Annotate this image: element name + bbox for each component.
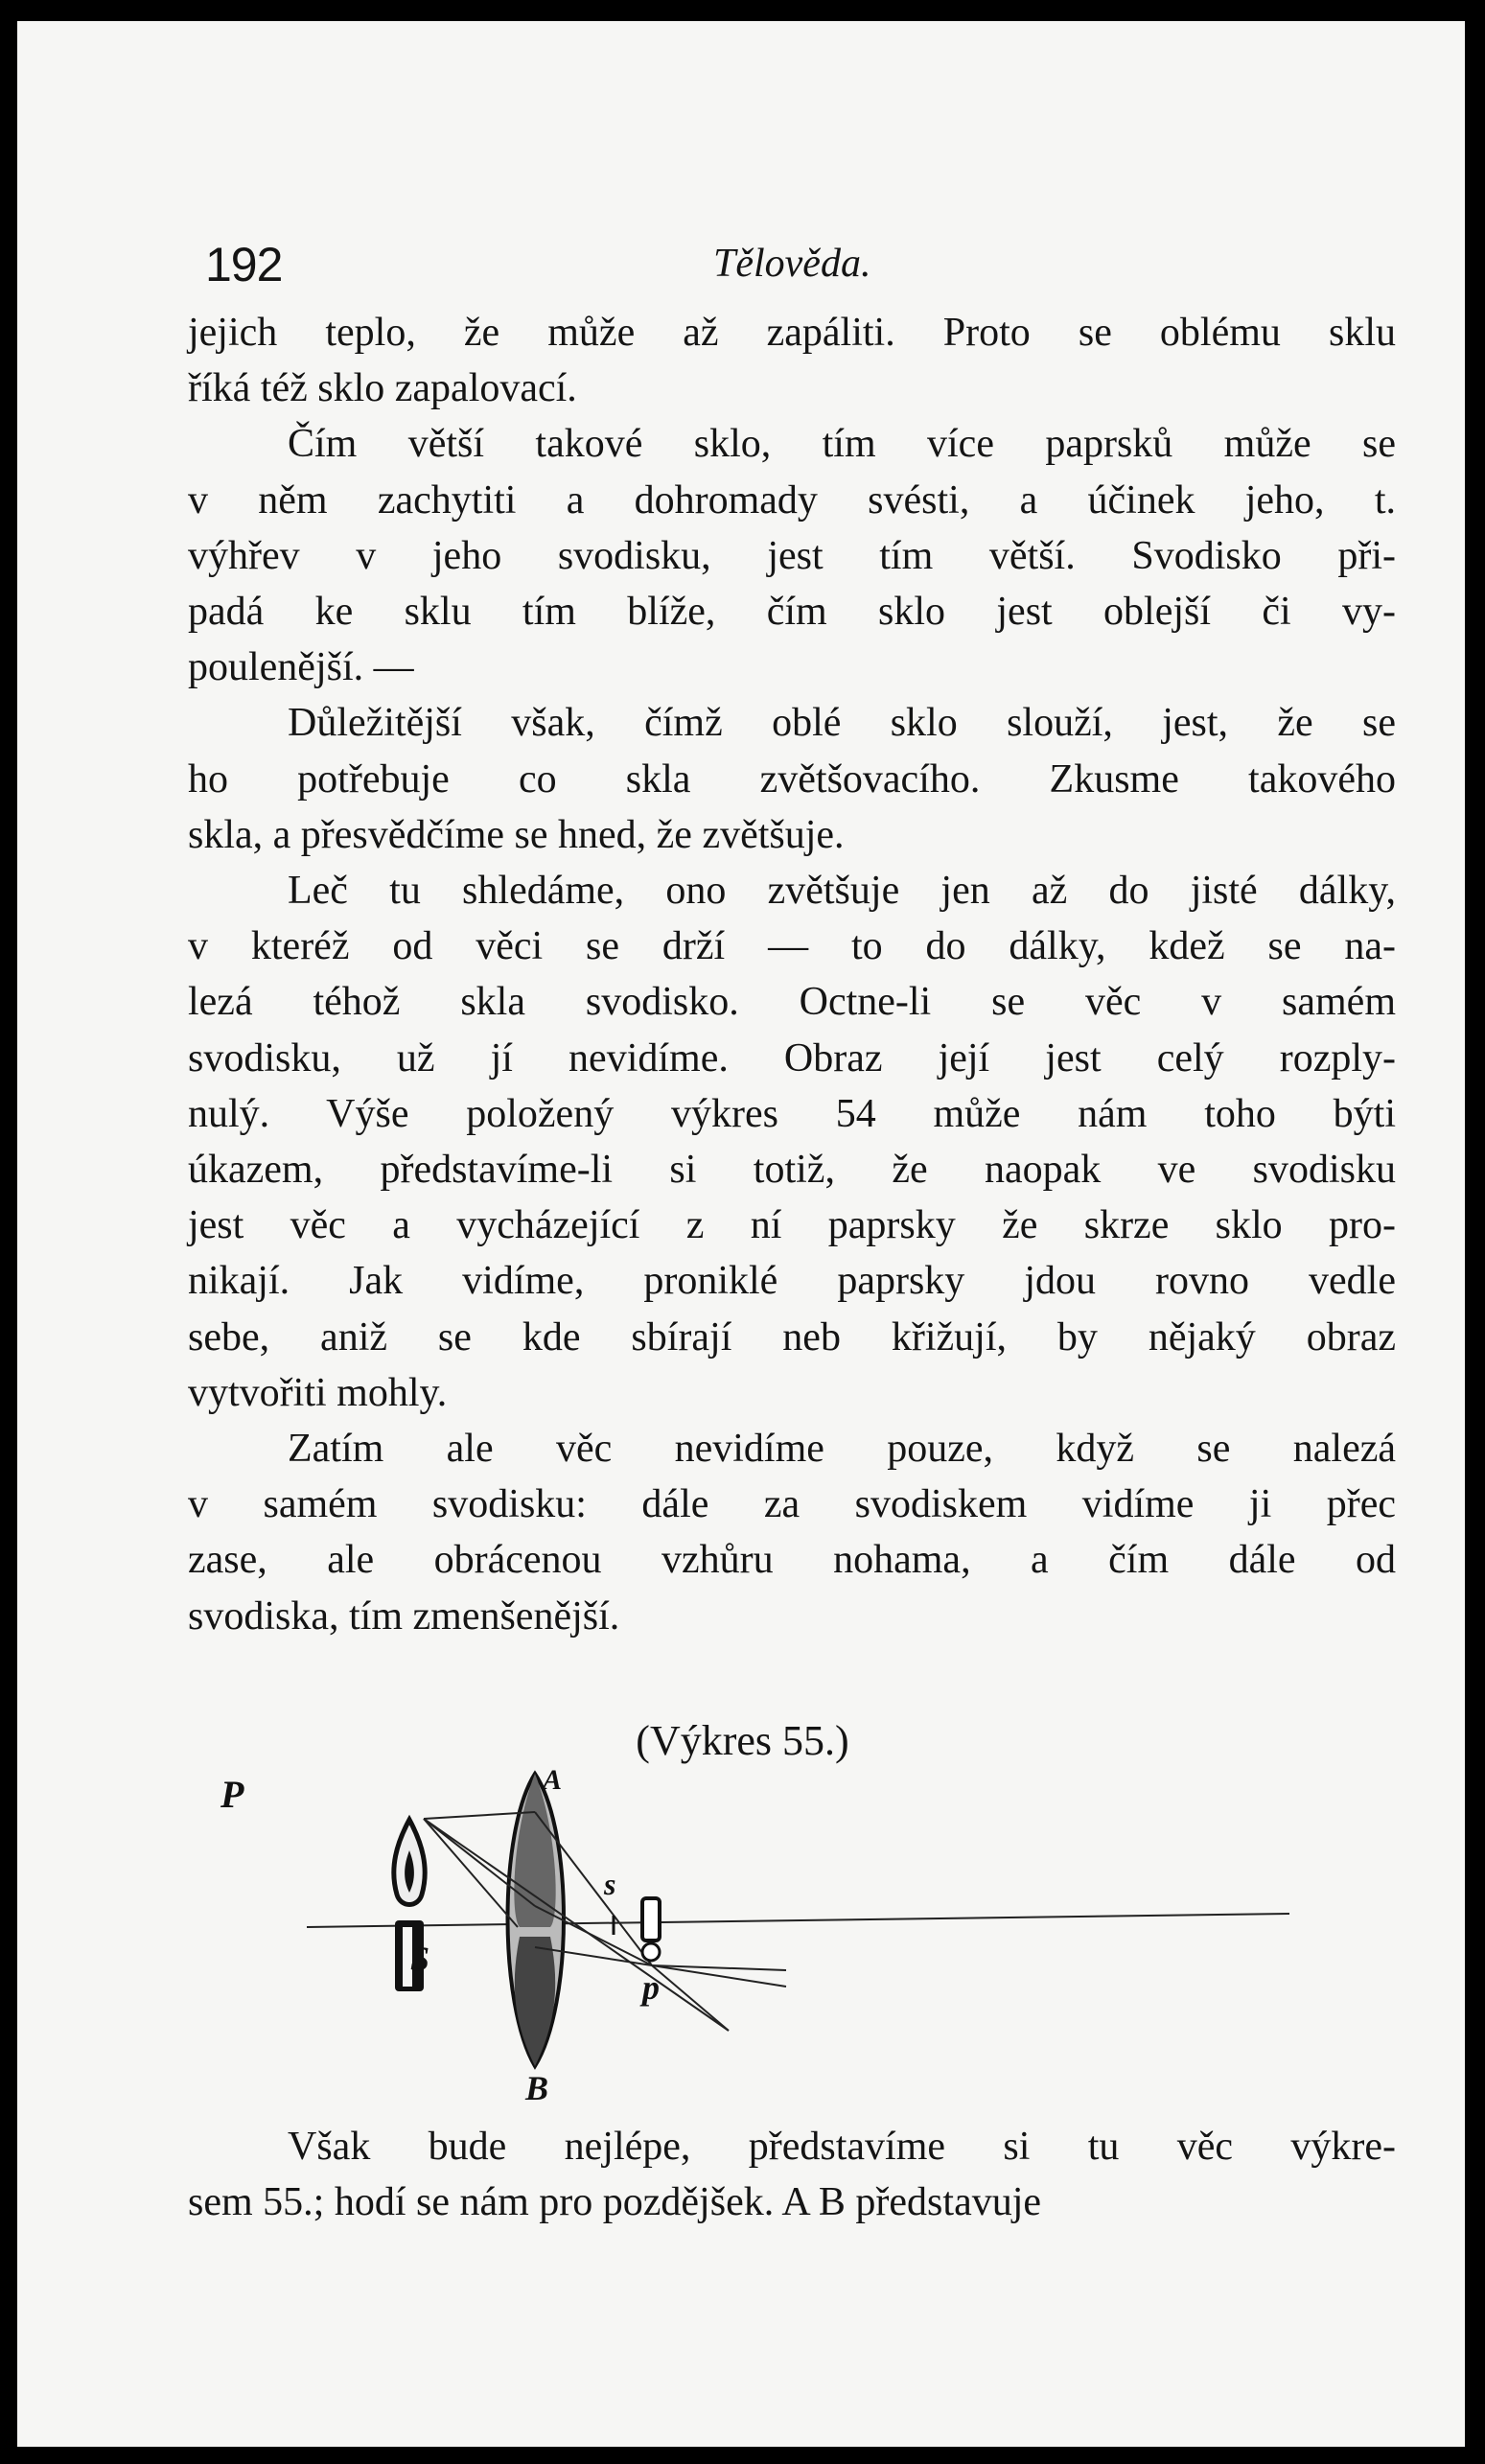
text-line: svodisku, už jí nevidíme. Obraz její jest celý rozply- xyxy=(188,1035,1396,1081)
label-p: p xyxy=(642,1968,660,2007)
text-line: vytvořiti mohly. xyxy=(188,1370,448,1415)
text-line: říká též sklo zapalovací. xyxy=(188,366,577,411)
text-line: lezá téhož skla svodisko. Octne-li se věc v samém xyxy=(188,980,1396,1025)
text-line: v něm zachytiti a dohromady svésti, a účinek jeho, t. xyxy=(188,477,1396,523)
label-B: B xyxy=(525,2069,549,2107)
text-line: Leč tu shledáme, ono zvětšuje jen až do jisté dálky, xyxy=(288,869,1396,914)
text-line: Čím větší takové sklo, tím více paprsků může se xyxy=(288,422,1396,467)
text-line: zase, ale obrácenou vzhůru nohama, a čím dále od xyxy=(188,1538,1396,1583)
text-line: nikají. Jak vidíme, proniklé paprsky jdou rovno vedle xyxy=(188,1259,1396,1304)
figure-lens-diagram xyxy=(220,1764,1304,2107)
text-line: v kteréž od věci se drží — to do dálky, kdež se na- xyxy=(188,924,1396,969)
figure-caption: (Výkres 55.) xyxy=(636,1717,849,1764)
inverted-image xyxy=(642,1898,660,1961)
text-line: úkazem, představíme-li si totiž, že naopak ve svodisku xyxy=(188,1148,1396,1193)
text-line: padá ke sklu tím blíže, čím sklo jest oblejší či vy- xyxy=(188,590,1396,635)
optical-axis xyxy=(307,1914,1289,1927)
text-line: Zatím ale věc nevidíme pouze, když se nalezá xyxy=(288,1427,1396,1472)
text-line: Důležitější však, čímž oblé sklo slouží, jest, že se xyxy=(288,701,1396,746)
label-s: s xyxy=(604,1867,616,1901)
text-line: ho potřebuje co skla zvětšovacího. Zkusme takového xyxy=(188,756,1396,802)
text-line: sem 55.; hodí se nám pro pozdějšek. A B představuje xyxy=(188,2180,1042,2225)
text-line: výhřev v jeho svodisku, jest tím větší. Svodisko při- xyxy=(188,533,1396,578)
text-line: skla, a přesvědčíme se hned, že zvětšuje. xyxy=(188,812,845,857)
running-title: Tělověda. xyxy=(713,242,871,286)
page-number: 192 xyxy=(205,238,283,291)
convex-lens xyxy=(508,1774,565,2066)
text-line: nulý. Výše položený výkres 54 může nám toho býti xyxy=(188,1091,1396,1136)
text-line: jest věc a vycházející z ní paprsky že skrze sklo pro- xyxy=(188,1203,1396,1248)
text-line: jejich teplo, že může až zapáliti. Proto se oblému sklu xyxy=(188,311,1396,355)
lens-diagram-svg xyxy=(220,1764,1304,2107)
text-line: svodiska, tím zmenšenější. xyxy=(188,1593,620,1639)
page-header xyxy=(205,237,1413,304)
body-text-top xyxy=(188,305,1396,1644)
text-line: v samém svodisku: dále za svodiskem vidíme ji přec xyxy=(188,1482,1396,1527)
text-line: sebe, aniž se kde sbírají neb křižují, by nějaký obraz xyxy=(188,1314,1396,1360)
label-S: S xyxy=(410,1940,430,1978)
label-A: A xyxy=(543,1764,563,1796)
text-line: poulenější. — xyxy=(188,645,414,690)
label-P-left: P xyxy=(220,1773,244,1816)
text-line: Však bude nejlépe, představíme si tu věc výkre- xyxy=(288,2125,1396,2169)
body-text-bottom xyxy=(188,2119,1396,2230)
